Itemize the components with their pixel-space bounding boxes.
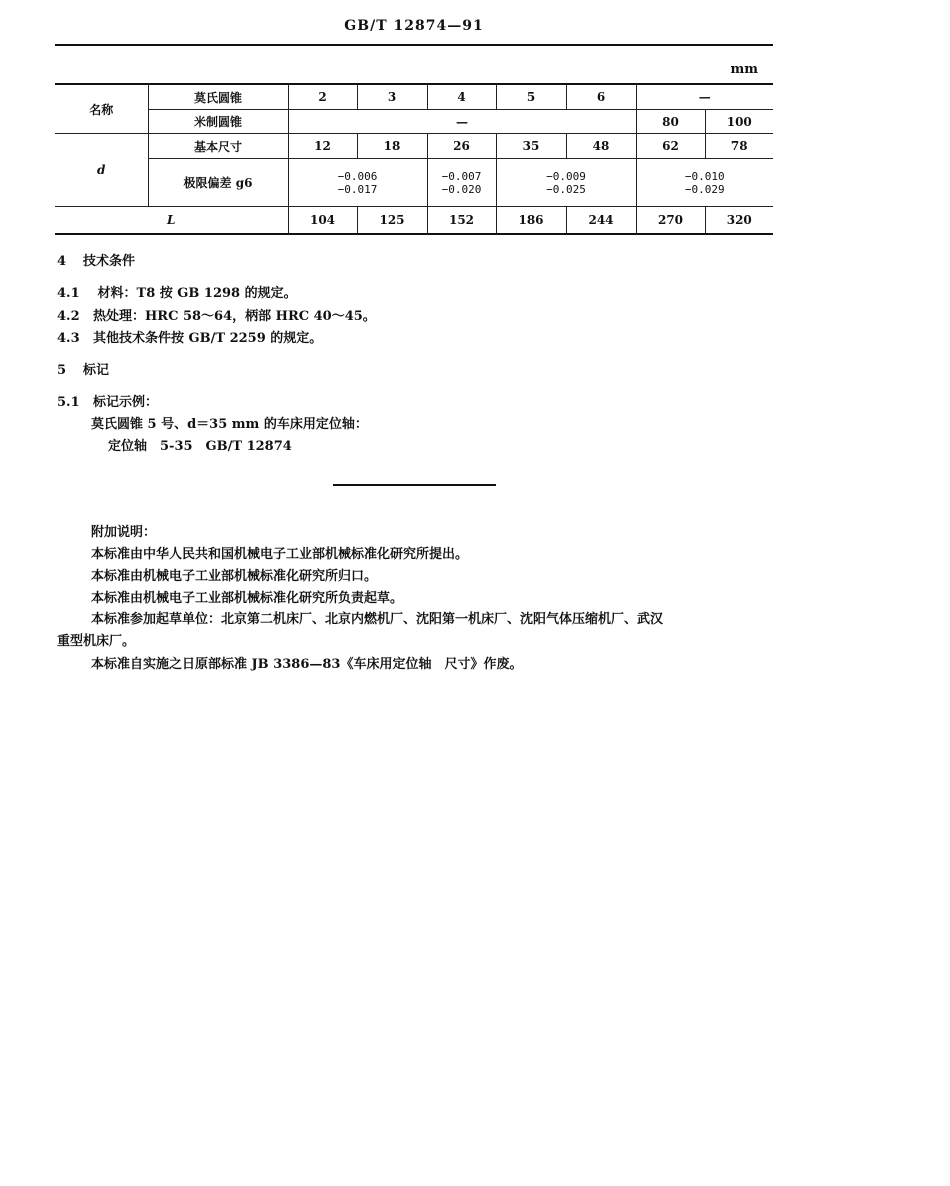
clause-text: 热处理：HRC 58～64，柄部 HRC 40～45。 [93,309,376,324]
tolerance-upper: −0.007 [441,169,482,183]
notes-line: 本标准自实施之日原部标准 JB 3386—83《车床用定位轴 尺寸》作废。 [91,657,523,672]
notes-line: 本标准由中华人民共和国机械电子工业部机械标准化研究所提出。 [91,547,469,562]
basic-size-value: 62 [636,134,705,159]
table-row [55,110,773,134]
morse-taper-label: 莫氏圆锥 [148,84,288,110]
basic-size-value: 78 [705,134,773,159]
tolerance-upper: −0.006 [337,169,378,183]
morse-value: 6 [566,84,636,110]
notes-line: 重型机床厂。 [57,634,136,649]
clause-4-1 [57,282,297,301]
clause-number: 4.1 [57,286,80,301]
tolerance-upper: −0.010 [684,169,725,183]
clause-4-3 [57,327,322,346]
marking-example-description: 莫氏圆锥 5 号、d＝35 mm 的车床用定位轴： [91,417,368,432]
standard-code-header: GB/T 12874—91 [344,18,484,34]
section-5-heading [57,359,109,378]
tolerance-cell [427,159,496,207]
L-value: 152 [427,207,496,235]
notes-line: 本标准参加起草单位：北京第二机床厂、北京内燃机厂、沈阳第一机床厂、沈阳气体压缩机厂、武汉 [91,612,664,627]
tolerance-label: 极限偏差 g6 [148,159,288,207]
metric-value-dash: — [288,110,636,134]
notes-line: 本标准由机械电子工业部机械标准化研究所归口。 [91,569,378,584]
morse-value: 2 [288,84,357,110]
header-rule [55,44,773,46]
section-number: 4 [57,254,67,269]
morse-value: 4 [427,84,496,110]
metric-taper-label: 米制圆锥 [148,110,288,134]
L-value: 270 [636,207,705,235]
metric-value: 100 [705,110,773,134]
metric-value: 80 [636,110,705,134]
clause-5-1 [57,391,158,410]
notes-title: 附加说明： [91,525,157,540]
section-title: 标记 [83,363,110,378]
table-row [55,134,773,159]
section-title: 技术条件 [83,254,136,269]
L-value: 244 [566,207,636,235]
basic-size-value: 12 [288,134,357,159]
basic-size-value: 35 [496,134,566,159]
basic-size-value: 26 [427,134,496,159]
tolerance-upper: −0.009 [546,169,586,183]
tolerance-cell [636,159,773,207]
table-row [55,207,773,235]
basic-size-value: 18 [357,134,427,159]
dimension-table [55,83,773,235]
section-4-heading [57,250,135,269]
L-header: L [55,207,288,235]
L-value: 320 [705,207,773,235]
unit-label: mm [730,62,758,77]
clause-text: 材料：T8 按 GB 1298 的规定。 [93,286,297,301]
clause-text: 其他技术条件按 GB/T 2259 的规定。 [93,331,323,346]
basic-size-label: 基本尺寸 [148,134,288,159]
clause-4-2 [57,305,376,324]
name-header: 名称 [55,84,148,134]
morse-value-dash: — [636,84,773,110]
L-value: 104 [288,207,357,235]
tolerance-lower: −0.017 [337,182,378,196]
clause-text: 标记示例： [93,395,159,410]
tolerance-cell [288,159,427,207]
section-number: 5 [57,363,67,378]
clause-number: 5.1 [57,395,80,410]
marking-example-code: 定位轴 5-35 GB/T 12874 [108,439,292,454]
notes-line: 本标准由机械电子工业部机械标准化研究所负责起草。 [91,591,404,606]
end-rule [333,484,496,486]
tolerance-cell [496,159,636,207]
tolerance-lower: −0.020 [441,182,482,196]
clause-number: 4.3 [57,331,80,346]
L-value: 186 [496,207,566,235]
morse-value: 3 [357,84,427,110]
table-row [55,159,773,207]
table-row [55,84,773,110]
tolerance-lower: −0.029 [684,182,725,196]
d-header: d [55,134,148,207]
tolerance-lower: −0.025 [546,182,586,196]
basic-size-value: 48 [566,134,636,159]
L-value: 125 [357,207,427,235]
morse-value: 5 [496,84,566,110]
clause-number: 4.2 [57,309,80,324]
